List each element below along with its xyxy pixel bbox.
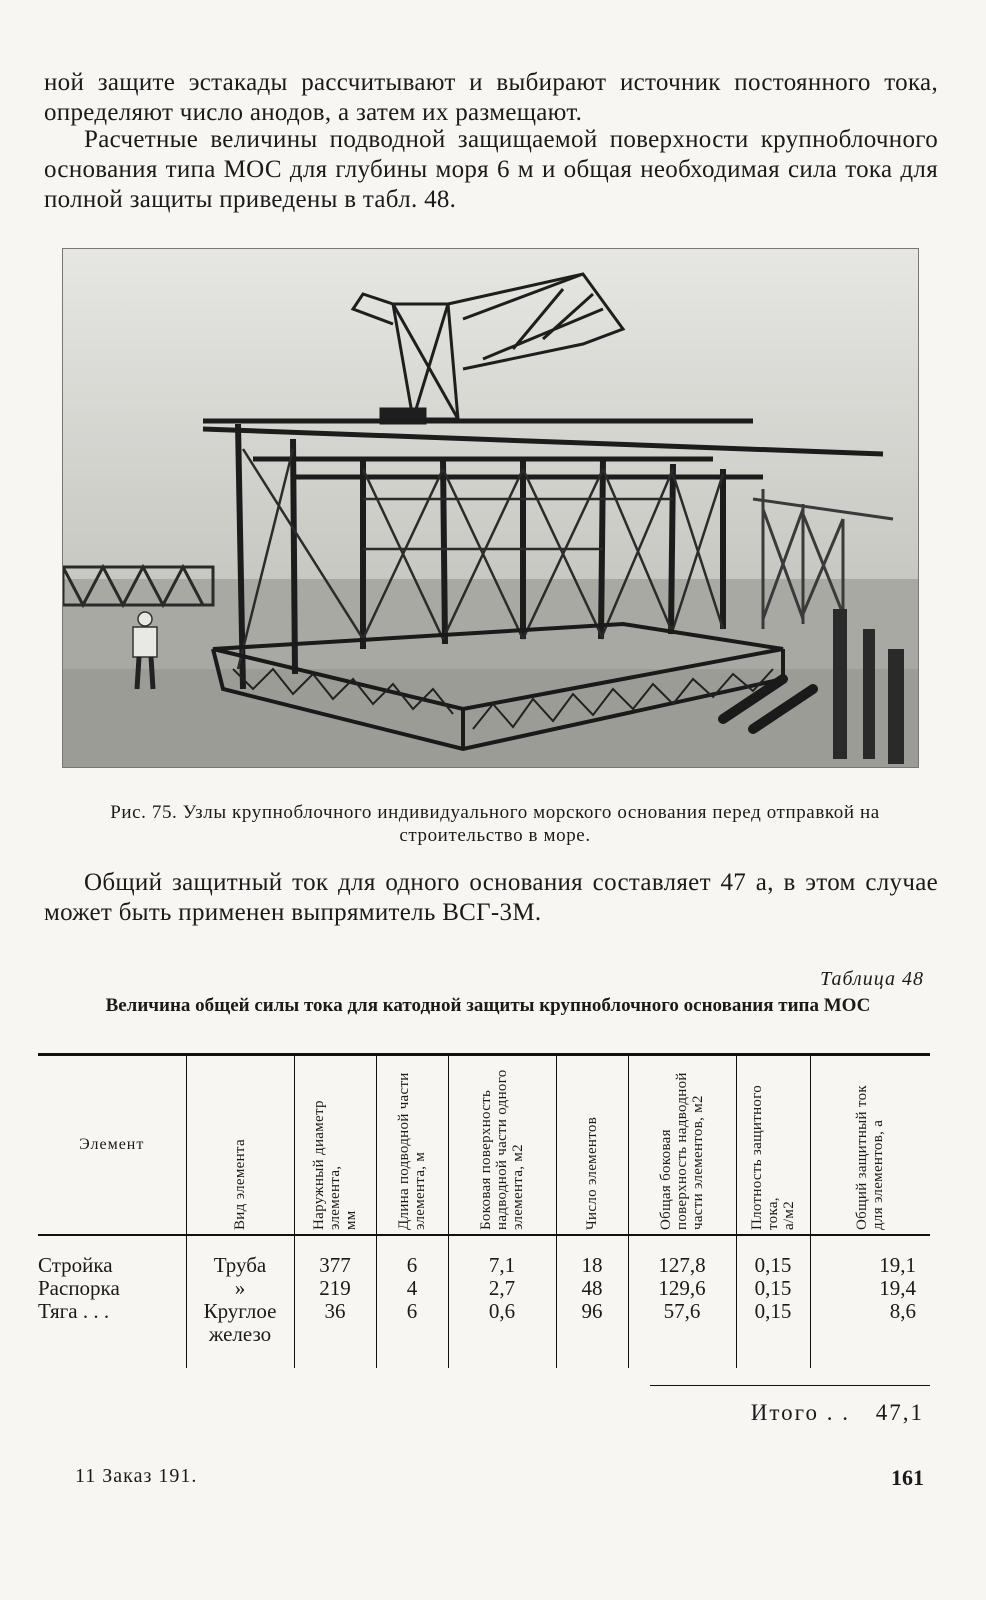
header-total-current: Общий защитный ток для элементов, а [810, 1055, 930, 1236]
header-element-count: Число элементов [556, 1055, 628, 1236]
total-divider [650, 1385, 930, 1386]
header-element: Элемент [38, 1055, 186, 1236]
cell-element: Стройка Распорка Тяга . . . [38, 1253, 120, 1323]
figure-caption: Рис. 75. Узлы крупноблочного индивидуального морского основания перед отправкой на строительство в море. [110, 802, 880, 846]
cell-surface-total: 127,8 129,6 57,6 [628, 1235, 736, 1368]
cell-surface-one: 7,1 2,7 0,6 [448, 1235, 556, 1368]
table-label: Таблица 48 [820, 968, 924, 990]
paragraph-1: ной защите эстакады рассчитывают и выбирают источник постоянного тока, определяют число анодов, а затем их размещают. [44, 69, 938, 126]
page-number: 161 [891, 1465, 924, 1490]
table-title: Величина общей силы тока для катодной защиты крупноблочного основания типа МОС [105, 995, 871, 1016]
paragraph-2: Расчетные величины подводной защищаемой поверхности крупноблочного основания типа МОС для глубины моря 6 м и общая необходимая сила тока для полной защиты приведены в табл. 48. [44, 126, 938, 213]
paragraph-3: Общий защитный ток для одного основания составляет 47 а, в этом случае может быть применен выпрямитель ВСГ-3М. [44, 869, 938, 926]
printer-signature: 11 Заказ 191. [75, 1465, 198, 1487]
current-table [38, 1053, 930, 1368]
cell-diameter: 377 219 36 [294, 1235, 376, 1368]
header-element-type: Вид элемента [186, 1055, 294, 1236]
cell-current: 19,1 19,4 8,6 [810, 1235, 930, 1368]
header-outer-diameter: Наружный диаметр элемента, мм [294, 1055, 376, 1236]
total-value: 47,1 [875, 1400, 924, 1425]
header-current-density: Плотность защитного тока, а/м2 [736, 1055, 810, 1236]
header-total-side-surface: Общая боковая поверхность надводной части элементов, м2 [628, 1055, 736, 1236]
cell-density: 0,15 0,15 0,15 [736, 1235, 810, 1368]
cell-type: Труба » Круглое железо [186, 1235, 294, 1368]
figure-photo-offshore-base [62, 248, 919, 768]
table-header-row [38, 1055, 930, 1236]
table-row [38, 1235, 930, 1368]
table-total [751, 1400, 924, 1426]
total-label: Итого . . [750, 1400, 850, 1425]
cell-count: 18 48 96 [556, 1235, 628, 1368]
cell-length: 6 4 6 [376, 1235, 448, 1368]
header-underwater-length: Длина подводной части элемента, м [376, 1055, 448, 1236]
header-side-surface-one: Боковая поверхность надводной части одного элемента, м2 [448, 1055, 556, 1236]
